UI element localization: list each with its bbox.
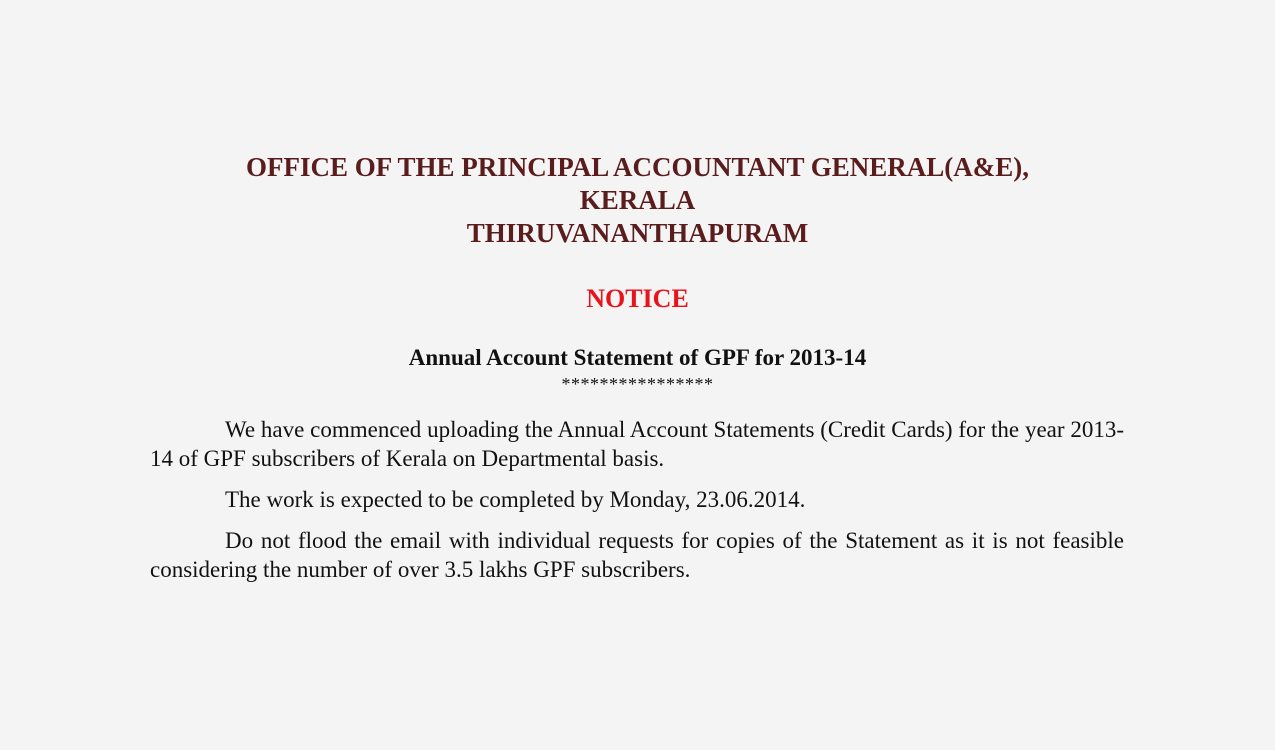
office-header-line3: THIRUVANANTHAPURAM (466, 218, 809, 248)
separator: **************** (561, 374, 714, 394)
paragraph: The work is expected to be completed by Monday, 23.06.2014. (225, 487, 806, 512)
notice-body (150, 415, 1124, 596)
notice-title: NOTICE (586, 284, 689, 313)
office-header-line1: OFFICE OF THE PRINCIPAL ACCOUNTANT GENERAL(A&E), (245, 152, 1030, 182)
office-header (0, 151, 1275, 250)
paragraph: We have commenced uploading the Annual Account Statements (Credit Cards) for the year 2013-14 of GPF subscribers of Kerala on Departmental basis. (150, 417, 1124, 471)
subject-heading: Annual Account Statement of GPF for 2013-14 (408, 345, 867, 370)
office-header-line2: KERALA (579, 185, 696, 215)
paragraph: Do not flood the email with individual requests for copies of the Statement as it is not feasible considering the number of over 3.5 lakhs GPF subscribers. (150, 528, 1124, 582)
